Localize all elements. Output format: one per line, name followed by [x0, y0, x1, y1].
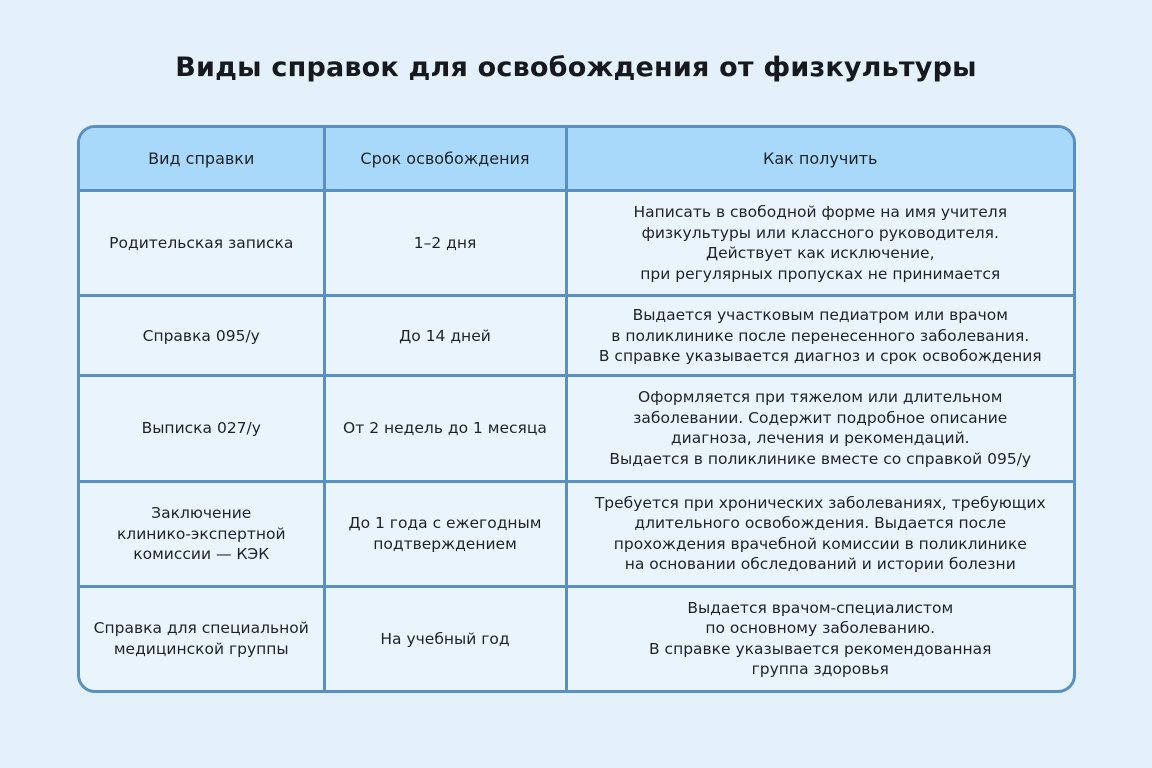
cell-exemption-period: На учебный год: [324, 586, 566, 690]
cell-how-to-get: Выдается врачом-специалистом по основному заболеванию. В справке указывается рекомендованная группа здоровья: [648, 598, 992, 679]
header-exemption-period: Срок освобождения: [324, 128, 566, 191]
cell-exemption-period: До 14 дней: [324, 296, 566, 376]
cell-exemption-period: От 2 недель до 1 месяца: [324, 376, 566, 481]
cell-certificate-type: Справка для специальной медицинской группы: [80, 586, 324, 690]
cell-exemption-period: До 1 года с ежегодным подтверждением: [324, 481, 566, 586]
cell-how-to-get: Требуется при хронических заболеваниях, требующих длительного освобождения. Выдается после прохождения врачебной комиссии в поликлинике на основании обследований и истории болезни: [566, 481, 1073, 586]
cell-how-to-get: Написать в свободной форме на имя учителя физкультуры или классного руководителя. Действует как исключение, при регулярных пропусках не принимается: [566, 191, 1073, 296]
cell-certificate-type: Справка 095/у: [80, 296, 324, 376]
table-row: [80, 191, 1073, 296]
certificates-table: [80, 128, 1073, 690]
table-row: [80, 586, 1073, 690]
header-how-to-get: Как получить: [566, 128, 1073, 191]
cell-exemption-period: 1–2 дня: [324, 191, 566, 296]
cell-certificate-type: Выписка 027/у: [80, 376, 324, 481]
page-title: Виды справок для освобождения от физкультуры: [175, 52, 977, 83]
table-row: [80, 376, 1073, 481]
cell-certificate-type: Заключение клинико-экспертной комиссии — КЭК: [80, 481, 324, 586]
cell-certificate-type: Родительская записка: [80, 191, 324, 296]
table-row: [80, 481, 1073, 586]
table-row: [80, 296, 1073, 376]
table-header-row: [80, 128, 1073, 191]
cell-how-to-get: Оформляется при тяжелом или длительном заболевании. Содержит подробное описание диагноза, лечения и рекомендаций. Выдается в поликлинике вместе со справкой 095/у: [566, 376, 1073, 481]
cell-how-to-get: Выдается участковым педиатром или врачом в поликлинике после перенесенного заболевания. В справке указывается диагноз и срок освобождения: [566, 296, 1073, 376]
certificates-table-container: [77, 125, 1076, 693]
header-certificate-type: Вид справки: [80, 128, 324, 191]
